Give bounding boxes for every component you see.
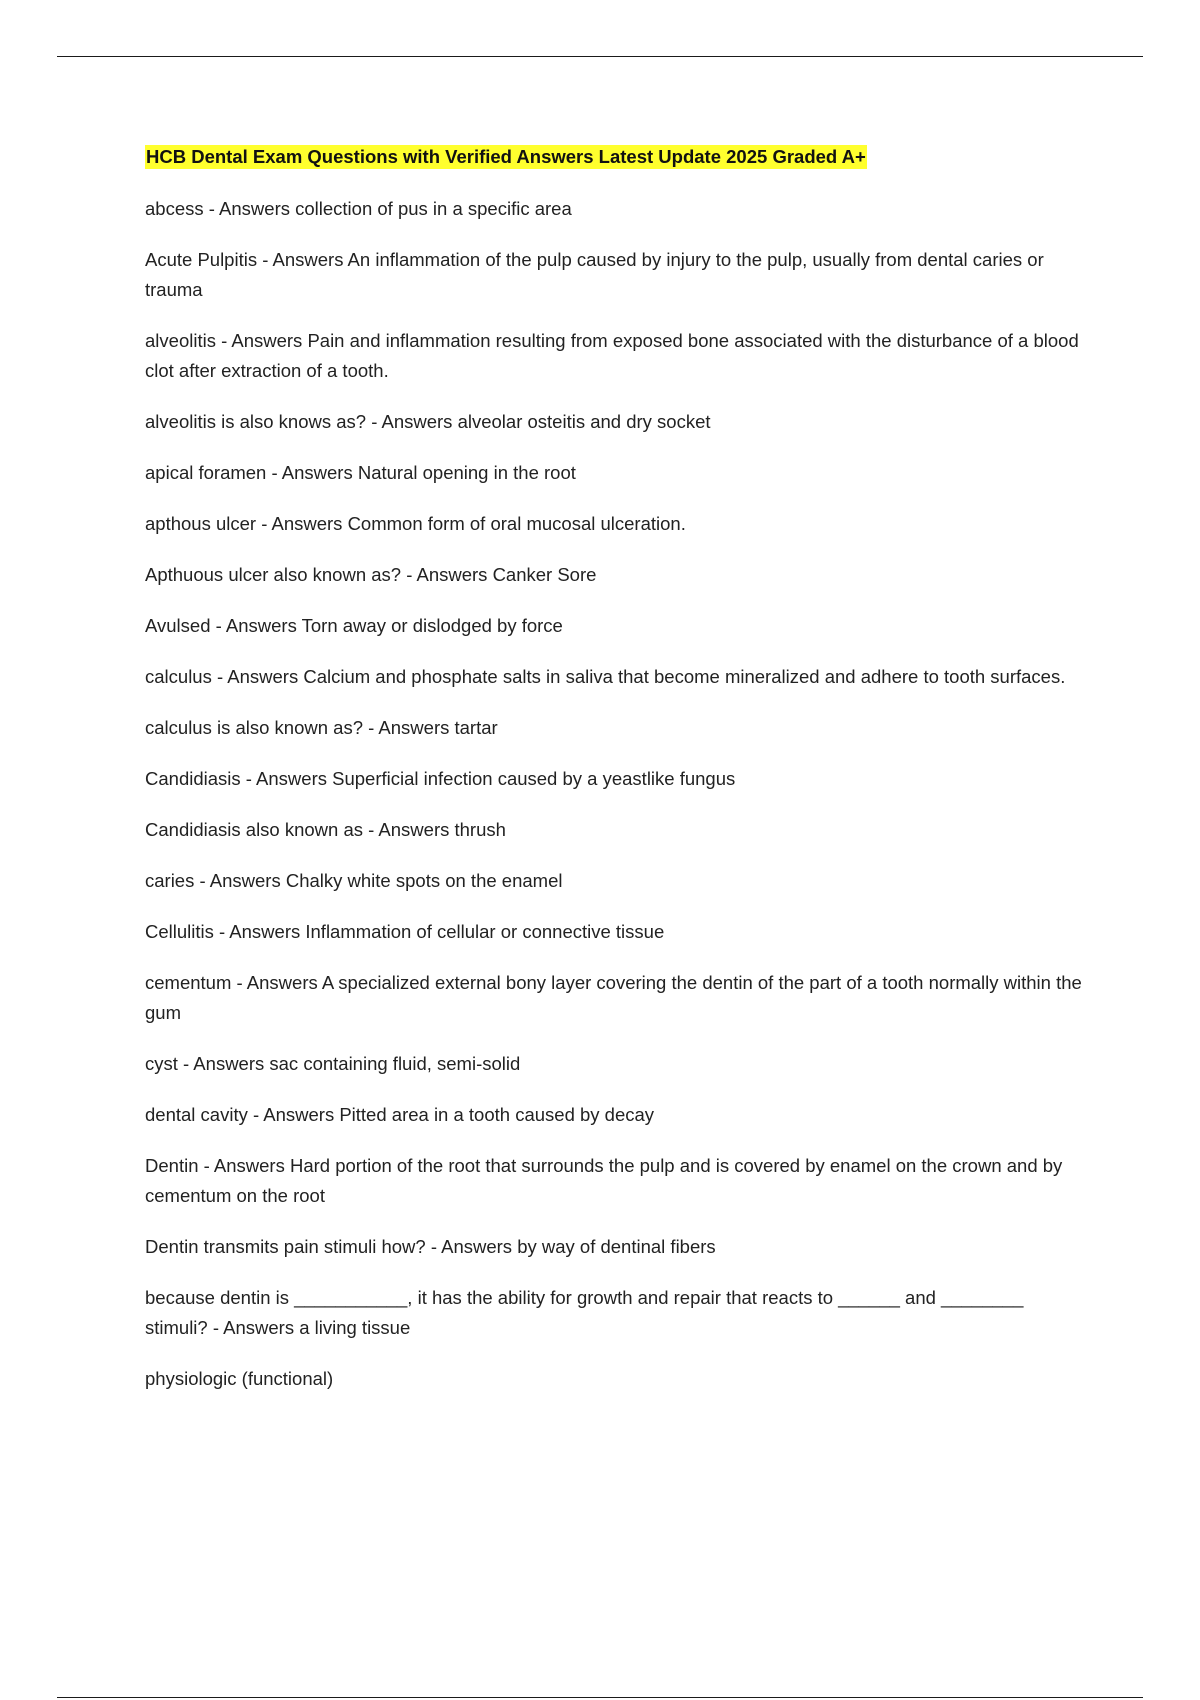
- entry: Acute Pulpitis - Answers An inflammation of the pulp caused by injury to the pulp, usually from dental caries or trauma: [145, 249, 1044, 300]
- entry: Dentin transmits pain stimuli how? - Answers by way of dentinal fibers: [145, 1236, 716, 1257]
- entry: cyst - Answers sac containing fluid, semi-solid: [145, 1053, 521, 1074]
- entry: caries - Answers Chalky white spots on the enamel: [145, 870, 563, 891]
- entry: Candidiasis also known as - Answers thrush: [145, 819, 506, 840]
- entry: dental cavity - Answers Pitted area in a tooth caused by decay: [145, 1104, 655, 1125]
- entry: physiologic (functional): [145, 1368, 334, 1389]
- document-title: HCB Dental Exam Questions with Verified Answers Latest Update 2025 Graded A+: [146, 146, 866, 167]
- entry: Avulsed - Answers Torn away or dislodged by force: [145, 615, 563, 636]
- entry: Dentin - Answers Hard portion of the root that surrounds the pulp and is covered by enamel on the crown and by cementum on the root: [145, 1155, 1063, 1206]
- entry: because dentin is ___________, it has the ability for growth and repair that reacts to ______ and ________ stimuli? - Answers a living tissue: [145, 1287, 1024, 1338]
- entry: alveolitis is also knows as? - Answers alveolar osteitis and dry socket: [145, 411, 711, 432]
- entry: apthous ulcer - Answers Common form of oral mucosal ulceration.: [145, 513, 686, 534]
- document-body: [145, 145, 1085, 1415]
- bottom-rule: [57, 1697, 1143, 1698]
- entry: Candidiasis - Answers Superficial infection caused by a yeastlike fungus: [145, 768, 736, 789]
- entry: apical foramen - Answers Natural opening in the root: [145, 462, 576, 483]
- entry: alveolitis - Answers Pain and inflammation resulting from exposed bone associated with the disturbance of a blood clot after extraction of a tooth.: [145, 330, 1079, 381]
- entry: abcess - Answers collection of pus in a specific area: [145, 198, 572, 219]
- top-rule: [57, 56, 1143, 57]
- entry: cementum - Answers A specialized external bony layer covering the dentin of the part of a tooth normally within the gum: [145, 972, 1082, 1023]
- entry: Cellulitis - Answers Inflammation of cellular or connective tissue: [145, 921, 665, 942]
- entry: calculus is also known as? - Answers tartar: [145, 717, 498, 738]
- entry: calculus - Answers Calcium and phosphate salts in saliva that become mineralized and adhere to tooth surfaces.: [145, 666, 1066, 687]
- entry-list: [145, 194, 1085, 1394]
- entry: Apthuous ulcer also known as? - Answers Canker Sore: [145, 564, 597, 585]
